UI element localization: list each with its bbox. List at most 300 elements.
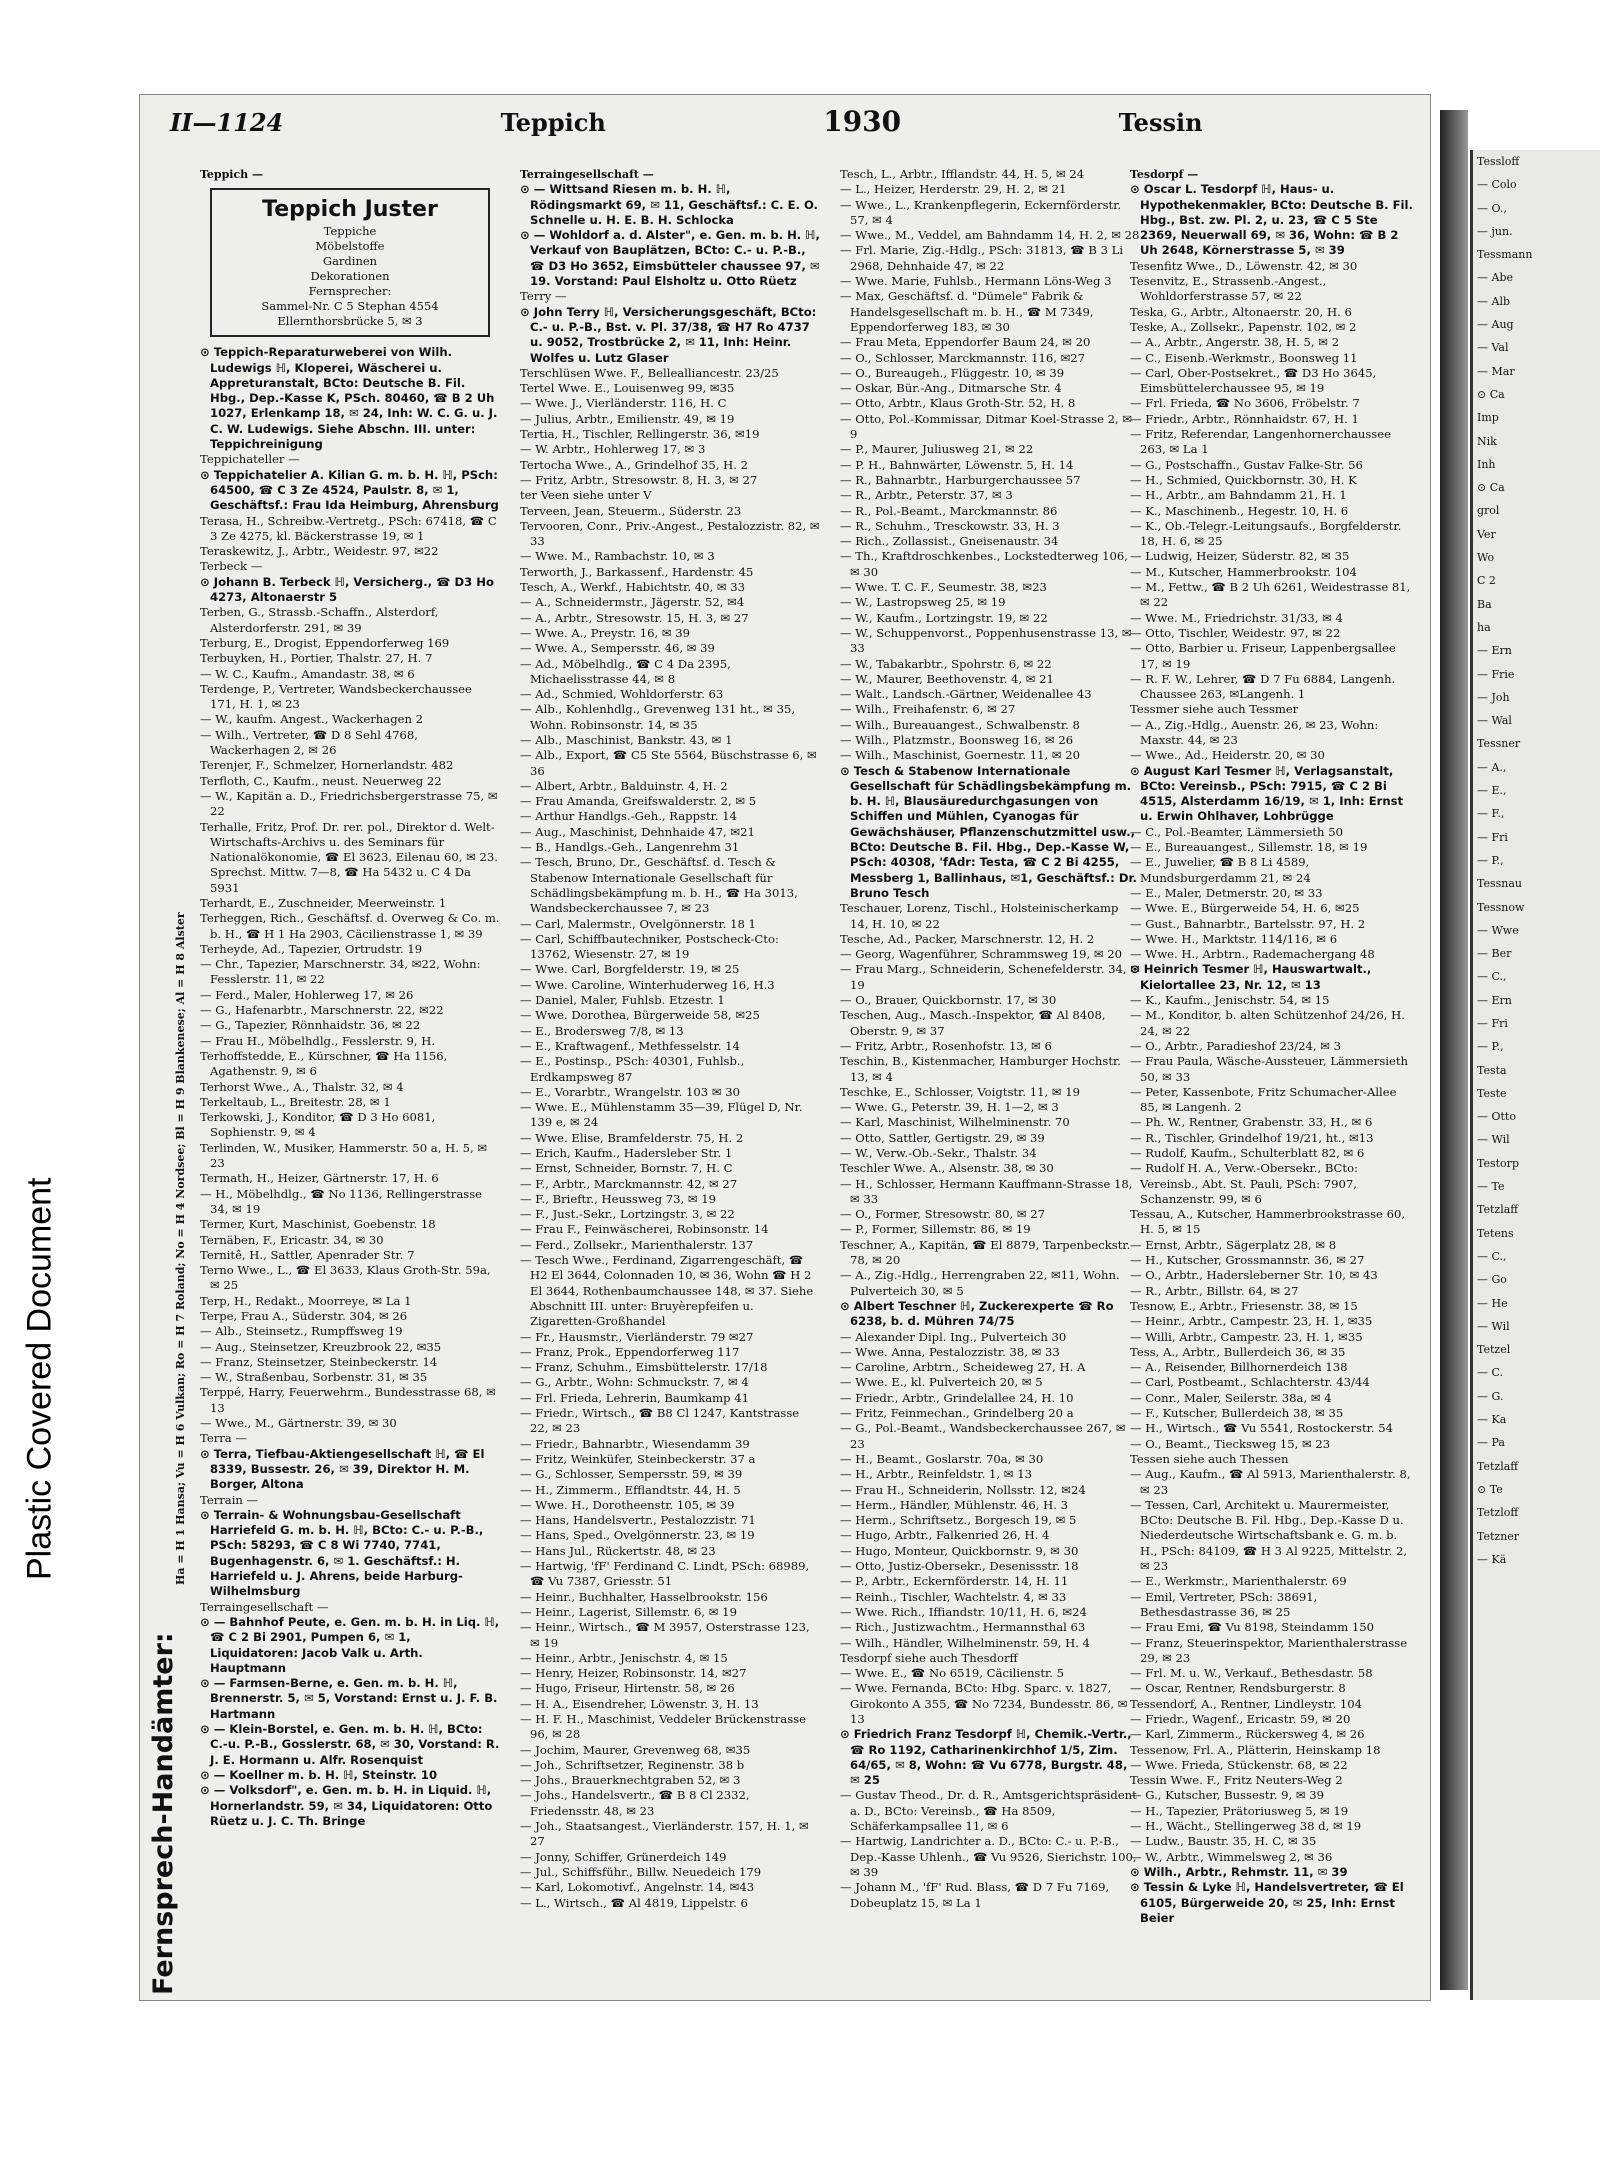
directory-entry: — Emil, Vertreter, PSch: 38691, Bethesdastrasse 36, ✉ 25 bbox=[1130, 1589, 1318, 1619]
fragment-line: — Fri bbox=[1477, 1016, 1508, 1030]
directory-entry: — Karl, Maschinist, Wilhelminenstr. 70 bbox=[840, 1115, 1070, 1130]
directory-entry: — W., Kapitän a. D., Friedrichsbergerstrasse 75, ✉ 22 bbox=[200, 788, 498, 819]
page-gutter bbox=[1440, 110, 1468, 1990]
header-right-word: Tessin bbox=[1118, 108, 1203, 137]
directory-entry: — Th., Kraftdroschkenbes., Lockstedterweg 106, ✉ 30 bbox=[840, 549, 1128, 579]
directory-entry: Tesch, A., Werkf., Habichtstr. 40, ✉ 33 bbox=[520, 580, 746, 595]
directory-entry: Terkowski, J., Konditor, ☎ D 3 Ho 6081, Sophienstr. 9, ✉ 4 bbox=[200, 1110, 436, 1140]
directory-entry: Tessin Wwe. F., Fritz Neuters-Weg 2 bbox=[1130, 1773, 1343, 1788]
directory-entry: — Walt., Landsch.-Gärtner, Weidenallee 43 bbox=[840, 687, 1092, 702]
column-head: Tesdorpf — bbox=[1130, 168, 1199, 181]
directory-entry: — Caroline, Arbtrn., Scheideweg 27, H. A bbox=[840, 1360, 1086, 1375]
column-2 bbox=[520, 167, 820, 1987]
directory-entry: — G., Arbtr., Wohn: Schmuckstr. 7, ✉ 4 bbox=[520, 1375, 749, 1390]
directory-entry: — H., Tapezier, Prätoriusweg 5, ✉ 19 bbox=[1130, 1803, 1349, 1818]
directory-entry: — Wwe. Fernanda, BCto: Hbg. Sparc. v. 1827, Girokonto A 355, ☎ No 7234, Bundesstr. 86, ✉ 13 bbox=[840, 1681, 1128, 1726]
directory-entry: ⊙ — Klein-Borstel, e. Gen. m. b. H. ℍ, BCto: C.-u. P.-B., Gosslerstr. 68, ✉ 30, Vorstand: R. J. E. Hormann u. Alfr. Rosenquist bbox=[200, 1722, 500, 1767]
fragment-line: Wo bbox=[1477, 551, 1495, 565]
ad-line: Teppiche bbox=[323, 224, 377, 239]
fragment-line: — Ber bbox=[1477, 947, 1512, 961]
directory-entry: — Wwe., L., Krankenpflegerin, Eckernförderstr. 57, ✉ 4 bbox=[840, 197, 1122, 227]
directory-entry: — G., Tapezier, Rönnhaidstr. 36, ✉ 22 bbox=[200, 1018, 421, 1033]
directory-entry: Tess, A., Arbtr., Bullerdeich 36, ✉ 35 bbox=[1130, 1344, 1346, 1359]
directory-entry: Tesch, L., Arbtr., Ifflandstr. 44, H. 5, ✉ 24 bbox=[840, 167, 1085, 181]
directory-entry: — Tesch Wwe., Ferdinand, Zigarrengeschäft, ☎ H2 El 3644, Colonnaden 10, ✉ 36, Wohn ☎ H 2 El 3644, Rothenbaumchaussee 148, ✉ 37. Siehe Abschnitt III. unter: Bruyèrepfeifen u. Zigaretten-Großhandel bbox=[520, 1253, 814, 1329]
directory-entry: — Frl. Frieda, ☎ No 3606, Fröbelstr. 7 bbox=[1130, 396, 1360, 411]
directory-entry: Terben, G., Strassb.-Schaffn., Alsterdorf, Alsterdorferstr. 291, ✉ 39 bbox=[200, 605, 439, 635]
directory-entry: — H., Beamt., Goslarstr. 70a, ✉ 30 bbox=[840, 1451, 1044, 1466]
facing-page-list bbox=[1473, 150, 1600, 1571]
directory-entry: — Daniel, Maler, Fuhlsb. Etzestr. 1 bbox=[520, 993, 725, 1008]
directory-entry: — Tesch, Bruno, Dr., Geschäftsf. d. Tesch & Stabenow Internationale Gesellschaft für Schädlingsbekämpfung m. b. H., ☎ Ha 3013, Wandsbeckerchaussee 7, ✉ 23 bbox=[520, 855, 798, 916]
directory-entry: Tertocha Wwe., A., Grindelhof 35, H. 2 bbox=[520, 457, 748, 472]
directory-entry: — Frau Emi, ☎ Vu 8198, Steindamm 150 bbox=[1130, 1620, 1375, 1635]
directory-entry: Tesdorpf siehe auch Thesdorff bbox=[840, 1650, 1018, 1665]
directory-entry: — M., Konditor, b. alten Schützenhof 24/26, H. 24, ✉ 22 bbox=[1130, 1008, 1405, 1038]
directory-entry: — W., Maurer, Beethovenstr. 4, ✉ 21 bbox=[840, 671, 1054, 686]
directory-entry: Tertia, H., Tischler, Rellingerstr. 36, ✉19 bbox=[520, 427, 760, 442]
ad-line: Möbelstoffe bbox=[315, 239, 385, 254]
ad-line: Dekorationen bbox=[310, 269, 390, 284]
fragment-line: Tessner bbox=[1477, 737, 1521, 751]
directory-entry: — Wwe. E., kl. Pulverteich 20, ✉ 5 bbox=[840, 1375, 1043, 1390]
advertisement-box bbox=[210, 188, 490, 337]
directory-entry: — Alb., Steinsetz., Rumpffsweg 19 bbox=[200, 1324, 403, 1339]
directory-entry: — E., Maler, Detmerstr. 20, ✉ 33 bbox=[1130, 885, 1323, 900]
directory-entry: — H. F. H., Maschinist, Veddeler Brückenstrasse 96, ✉ 28 bbox=[520, 1711, 806, 1742]
directory-entry: — Hartwig, Landrichter a. D., BCto: C.- u. P.-B., Dep.-Kasse Uhlenh., ☎ Vu 9526, Sierichstr. 100, ✉ 39 bbox=[840, 1834, 1137, 1879]
directory-entry: — Wwe. J., Vierländerstr. 116, H. C bbox=[520, 396, 727, 411]
directory-entry: — Wwe. Rich., Iffiandstr. 10/11, H. 6, ✉24 bbox=[840, 1604, 1087, 1619]
fragment-line: Inh bbox=[1477, 457, 1496, 471]
directory-entry: — Wilh., Händler, Wilhelminenstr. 59, H. 4 bbox=[840, 1635, 1090, 1650]
directory-entry: — A., Zig.-Hdlg., Herrengraben 22, ✉11, Wohn. Pulverteich 30, ✉ 5 bbox=[840, 1268, 1120, 1298]
directory-entry: ⊙ Teppichatelier A. Kilian G. m. b. H. ℍ, PSch: 64500, ☎ C 3 Ze 4524, Paulstr. 8, ✉ 1, Geschäftsf.: Frau Ida Heimburg, Ahrensburg bbox=[200, 467, 499, 513]
directory-entry: — Albert, Arbtr., Balduinstr. 4, H. 2 bbox=[520, 778, 728, 793]
directory-entry: — P., Former, Sillemstr. 86, ✉ 19 bbox=[840, 1222, 1031, 1237]
fragment-line: Tetzlaff bbox=[1477, 1459, 1519, 1473]
directory-entry: — A., Schneidermstr., Jägerstr. 52, ✉4 bbox=[520, 595, 745, 610]
fragment-line: — Ern bbox=[1477, 993, 1512, 1007]
directory-entry: — Ludwig, Heizer, Süderstr. 82, ✉ 35 bbox=[1130, 549, 1350, 564]
directory-entry: — P. H., Bahnwärter, Löwenstr. 5, H. 14 bbox=[840, 457, 1074, 472]
directory-entry: — Herm., Händler, Mühlenstr. 46, H. 3 bbox=[840, 1497, 1069, 1512]
directory-entry: — Johs., Brauerknechtgraben 52, ✉ 3 bbox=[520, 1773, 741, 1788]
directory-entry: — Johs., Handelsvertr., ☎ B 8 Cl 2332, Friedensstr. 48, ✉ 23 bbox=[520, 1788, 750, 1818]
directory-entry: — Alb., Maschinist, Bankstr. 43, ✉ 1 bbox=[520, 732, 733, 747]
fragment-line: — Wil bbox=[1477, 1319, 1510, 1333]
directory-entry: — Joh., Staatsangest., Vierländerstr. 157, H. 1, ✉ 27 bbox=[520, 1819, 809, 1849]
directory-entry: — Julius, Arbtr., Emilienstr. 49, ✉ 19 bbox=[520, 411, 735, 426]
directory-entry: — A., Arbtr., Stresowstr. 15, H. 3, ✉ 27 bbox=[520, 610, 749, 625]
directory-entry: ⊙ Wilh., Arbtr., Rehmstr. 11, ✉ 39 bbox=[1130, 1864, 1348, 1879]
fragment-line: Ba bbox=[1477, 597, 1492, 611]
directory-entry: ter Veen siehe unter V bbox=[520, 488, 652, 503]
directory-entry: — Hans, Handelsvertr., Pestalozzistr. 71 bbox=[520, 1513, 756, 1528]
directory-entry: — O., Arbtr., Paradieshof 23/24, ✉ 3 bbox=[1130, 1038, 1342, 1053]
directory-entry: — Wwe. E., ☎ No 6519, Cäcilienstr. 5 bbox=[840, 1666, 1065, 1681]
ad-title: Teppich Juster bbox=[262, 197, 438, 223]
fragment-line: Tessmann bbox=[1477, 248, 1533, 262]
directory-entry: — H., Möbelhdlg., ☎ No 1136, Rellingerstrasse 34, ✉ 19 bbox=[200, 1186, 483, 1216]
directory-entry: ⊙ Terra, Tiefbau-Aktiengesellschaft ℍ, ☎ El 8339, Bussestr. 26, ✉ 39, Direktor H. M. Borger, Altona bbox=[200, 1446, 485, 1492]
directory-entry: — R., Bahnarbtr., Harburgerchaussee 57 bbox=[840, 472, 1081, 487]
directory-entry: — Ad., Schmied, Wohldorferstr. 63 bbox=[520, 687, 724, 702]
directory-page bbox=[140, 95, 1430, 2000]
directory-entry: — Rudolf, Kaufm., Schulterblatt 82, ✉ 6 bbox=[1130, 1146, 1365, 1160]
directory-entry: Tessen siehe auch Thessen bbox=[1130, 1451, 1289, 1466]
directory-entry: — C., Eisenb.-Werkmstr., Boonsweg 11 bbox=[1130, 350, 1358, 365]
directory-entry: — E., Vorarbtr., Wrangelstr. 103 ✉ 30 bbox=[520, 1084, 741, 1099]
directory-entry: — Erich, Kaufm., Hadersleber Str. 1 bbox=[520, 1146, 733, 1160]
directory-entry: — Frau Paula, Wäsche-Aussteuer, Lämmersieth 50, ✉ 33 bbox=[1130, 1054, 1408, 1084]
directory-entry: — Alexander Dipl. Ing., Pulverteich 30 bbox=[840, 1329, 1067, 1344]
directory-entry: — Heinr., Lagerist, Sillemstr. 6, ✉ 19 bbox=[520, 1604, 737, 1619]
directory-entry: — Franz, Prok., Eppendorferweg 117 bbox=[520, 1344, 740, 1359]
directory-entry: — Wilh., Bureauangest., Schwalbenstr. 8 bbox=[840, 717, 1080, 732]
fragment-line: — Alb bbox=[1477, 294, 1510, 308]
fragment-line: — P., bbox=[1477, 1040, 1504, 1054]
directory-entry: Tessmer siehe auch Tessmer bbox=[1130, 702, 1299, 717]
directory-entry: Terenjer, F., Schmelzer, Hornerlandstr. 482 bbox=[200, 758, 454, 773]
directory-entry: — Frau Marg., Schneiderin, Schenefelderstr. 34, ✉ 19 bbox=[840, 962, 1140, 992]
directory-entry: ⊙ Terrain- & Wohnungsbau-Gesellschaft Harriefeld G. m. b. H. ℍ, BCto: C.- u. P.-B., PSch: 58293, ☎ C 8 Wi 7740, 7741, Bugenhagenstr. 6, ✉ 1. Geschäftsf.: H. Harriefeld u. J. Ahrens, beide Harburg-Wilhelmsburg bbox=[200, 1507, 484, 1599]
directory-entry: — Wwe. Caroline, Winterhuderweg 16, H.3 bbox=[520, 977, 775, 992]
fragment-line: — Go bbox=[1477, 1273, 1507, 1287]
facing-page-fragment bbox=[1470, 150, 1600, 2000]
directory-entry: — Frau H., Möbelhdlg., Fesslerstr. 9, H. bbox=[200, 1033, 436, 1048]
directory-entry: Terbuyken, H., Portier, Thalstr. 27, H. 7 bbox=[200, 651, 433, 666]
fragment-line: — G. bbox=[1477, 1389, 1504, 1403]
directory-entry: — Heinr., Buchhalter, Hasselbrookstr. 156 bbox=[520, 1589, 768, 1604]
fragment-line: — jun. bbox=[1477, 224, 1513, 238]
directory-entry: ⊙ August Karl Tesmer ℍ, Verlagsanstalt, BCto: Vereinsb., PSch: 7915, ☎ C 2 Bi 4515, Alsterdamm 16/19, ✉ 1, Inh: Ernst u. Erwin Ohlhaver, Lohbrügge bbox=[1130, 763, 1404, 824]
directory-entry: Terveen, Jean, Steuerm., Süderstr. 23 bbox=[520, 503, 742, 518]
directory-entry: — Rich., Zollassist., Gneisenaustr. 34 bbox=[840, 534, 1059, 549]
directory-entry: — Aug., Steinsetzer, Kreuzbrook 22, ✉35 bbox=[200, 1339, 442, 1354]
directory-entry: Termer, Kurt, Maschinist, Goebenstr. 18 bbox=[200, 1217, 436, 1232]
directory-entry: — Conr., Maler, Seilerstr. 38a, ✉ 4 bbox=[1130, 1390, 1332, 1405]
directory-entry: — Reinh., Tischler, Wachtelstr. 4, ✉ 33 bbox=[840, 1589, 1067, 1604]
directory-entry: — O., Brauer, Quickbornstr. 17, ✉ 30 bbox=[840, 993, 1057, 1008]
directory-entry: — W., Schuppenvorst., Poppenhusenstrasse 13, ✉ 33 bbox=[840, 625, 1132, 656]
directory-entry: — Karl, Zimmerm., Rückersweg 4, ✉ 26 bbox=[1130, 1727, 1365, 1742]
fragment-line: — Colo bbox=[1477, 178, 1517, 192]
fragment-line: ha bbox=[1477, 620, 1491, 634]
directory-entry: Teschke, E., Schlosser, Voigtstr. 11, ✉ 19 bbox=[840, 1084, 1080, 1099]
directory-entry: — H., Zimmerm., Efflandtstr. 44, H. 5 bbox=[520, 1482, 741, 1497]
directory-entry: — Wwe. Dorothea, Bürgerweide 58, ✉25 bbox=[520, 1008, 760, 1023]
directory-entry: — Wwe. Marie, Fuhlsb., Hermann Löns-Weg 3 bbox=[840, 274, 1112, 289]
fragment-line: — C., bbox=[1477, 1249, 1507, 1263]
directory-entry: Terworth, J., Barkassenf., Hardenstr. 45 bbox=[520, 564, 754, 579]
directory-entry: — Friedr., Arbtr., Grindelallee 24, H. 10 bbox=[840, 1390, 1074, 1405]
directory-entry: — Otto, Barbier u. Friseur, Lappenbergsallee 17, ✉ 19 bbox=[1130, 641, 1396, 671]
directory-entry: — Ludw., Baustr. 35, H. C, ✉ 35 bbox=[1130, 1834, 1317, 1849]
directory-entry: — Otto, Arbtr., Klaus Groth-Str. 52, H. 8 bbox=[840, 396, 1076, 411]
directory-entry: — R., Pol.-Beamt., Marckmannstr. 86 bbox=[840, 503, 1058, 518]
directory-entry: — Carl, Malermstr., Ovelgönnerstr. 18 1 bbox=[520, 916, 756, 931]
header-left-word: Teppich bbox=[500, 108, 606, 137]
fragment-line: Ver bbox=[1477, 527, 1496, 541]
fragment-line: Imp bbox=[1477, 411, 1499, 425]
directory-entry: — G., Schlosser, Sempersstr. 59, ✉ 39 bbox=[520, 1467, 743, 1482]
fragment-line: — Ern bbox=[1477, 644, 1512, 658]
directory-entry: — Jul., Schiffsführ., Billw. Neuedeich 179 bbox=[520, 1864, 762, 1879]
directory-entry: — Carl, Schiffbautechniker, Postscheck-Cto: 13762, Wiesenstr. 27, ✉ 19 bbox=[520, 931, 779, 962]
directory-entry: — Wilh., Platzmstr., Boonsweg 16, ✉ 26 bbox=[840, 732, 1074, 747]
fragment-line: Teste bbox=[1477, 1086, 1507, 1100]
directory-entry: — P., Maurer, Juliusweg 21, ✉ 22 bbox=[840, 442, 1034, 457]
directory-entry: Terp, H., Redakt., Moorreye, ✉ La 1 bbox=[200, 1293, 412, 1308]
directory-entry: — H., Arbtr., am Bahndamm 21, H. 1 bbox=[1130, 488, 1347, 503]
fragment-line: — E., bbox=[1477, 784, 1507, 798]
column-head: Terraingesellschaft — bbox=[520, 168, 654, 181]
directory-entry: — Tessen, Carl, Architekt u. Maurermeister, BCto: Deutsche B. Fil. Hbg., Dep.-Kasse D u. Niederdeutsche Wirtschaftsbank e. G. m. b. H., PSch: 84109, ☎ H 3 Al 9225, Mittelstr. 2, ✉ 23 bbox=[1130, 1497, 1408, 1574]
directory-entry: ⊙ Oscar L. Tesdorpf ℍ, Haus- u. Hypothekenmakler, BCto: Deutsche B. Fil. Hbg., Bst. zw. Pl. 2, u. 23, ☎ C 5 Ste 2369, Neuerwall 69, ✉ 36, Wohn: ☎ B 2 Uh 2648, Körnerstrasse 5, ✉ 39 bbox=[1130, 182, 1413, 258]
directory-entry: Terhoffstedde, E., Kürschner, ☎ Ha 1156, Agathenstr. 9, ✉ 6 bbox=[200, 1048, 448, 1079]
ad-line: Sammel-Nr. C 5 Stephan 4554 bbox=[261, 299, 439, 314]
fragment-line: Tessnau bbox=[1477, 877, 1523, 891]
directory-entry: — H., Wächt., Stellingerweg 38 d, ✉ 19 bbox=[1130, 1819, 1362, 1834]
directory-entry: — Friedr., Arbtr., Rönnhaidstr. 67, H. 1 bbox=[1130, 411, 1359, 426]
directory-entry: — Ernst, Arbtr., Sägerplatz 28, ✉ 8 bbox=[1130, 1237, 1337, 1252]
directory-entry: ⊙ — Volksdorf", e. Gen. m. b. H. in Liquid. ℍ, Hornerlandstr. 59, ✉ 34, Liquidatoren: Otto Rüetz u. J. C. Th. Bringe bbox=[200, 1783, 493, 1828]
directory-entry: — Frau Amanda, Greifswalderstr. 2, ✉ 5 bbox=[520, 794, 757, 809]
directory-entry: — W., kaufm. Angest., Wackerhagen 2 bbox=[200, 712, 424, 727]
directory-entry: — Gust., Bahnarbtr., Bartelsstr. 97, H. 2 bbox=[1130, 916, 1366, 931]
directory-entry: ⊙ Tesch & Stabenow Internationale Gesellschaft für Schädlingsbekämpfung m. b. H. ℍ, Blausäuredurchgasungen von Schiffen und Mühlen, Cyanogas für Gewächshäuser, Pflanzenschutzmittel usw., BCto: Deutsche B. Fil. Hbg., Dep.-Kasse W, PSch: 40308, 'fAdr: Testa, ☎ C 2 Bi 4255, Messberg 1, Ballinhaus, ✉1, Geschäftsf.: Dr. Bruno Tesch bbox=[840, 763, 1137, 900]
directory-entry: — W. C., Kaufm., Amandastr. 38, ✉ 6 bbox=[200, 666, 415, 681]
directory-entry: — Oskar, Bür.-Ang., Ditmarsche Str. 4 bbox=[840, 381, 1062, 396]
directory-entry: ⊙ Teppich-Reparaturweberei von Wilh. Ludewigs ℍ, Kloperei, Wäscherei u. Appreturanstalt, BCto: Deutsche B. Fil. Hbg., Dep.-Kasse K, PSch. 80460, ☎ B 2 Uh 1027, Erlenkamp 18, ✉ 24, Inh: W. C. G. u. J. C. W. Ludewigs. Siehe Abschn. III. unter: Teppichreinigung bbox=[200, 345, 498, 452]
directory-entry: — Friedr., Wirtsch., ☎ B8 Cl 1247, Kantstrasse 22, ✉ 23 bbox=[520, 1406, 800, 1436]
page-number: II—1124 bbox=[170, 108, 284, 137]
directory-entry: — Wwe. E., Bürgerweide 54, H. 6, ✉25 bbox=[1130, 901, 1360, 916]
directory-entry: — Frl. Marie, Zig.-Hdlg., PSch: 31813, ☎ B 3 Li 2968, Dehnhaide 47, ✉ 22 bbox=[840, 243, 1124, 273]
directory-entry: — R., Arbtr., Billstr. 64, ✉ 27 bbox=[1130, 1283, 1299, 1298]
directory-entry: — Wwe. Anna, Pestalozzistr. 38, ✉ 33 bbox=[840, 1344, 1060, 1359]
ad-line: Fernsprecher: bbox=[308, 284, 392, 299]
directory-entry: Terschlüsen Wwe. F., Bellealliancestr. 23/25 bbox=[520, 365, 779, 380]
directory-entry: — Wwe. E., Mühlenstamm 35—39, Flügel D, Nr. 139 e, ✉ 24 bbox=[520, 1100, 803, 1130]
fragment-line: — Abe bbox=[1477, 271, 1513, 285]
directory-entry: — C., Pol.-Beamter, Lämmersieth 50 bbox=[1130, 824, 1343, 839]
fragment-line: — Te bbox=[1477, 1180, 1505, 1194]
page-header bbox=[170, 105, 1420, 145]
directory-entry: Terlinden, W., Musiker, Hammerstr. 50 a, H. 5, ✉ 23 bbox=[200, 1140, 488, 1171]
directory-entry: Teppichateller — bbox=[200, 452, 300, 467]
directory-entry: — Frl. Frieda, Lehrerin, Baumkamp 41 bbox=[520, 1390, 750, 1405]
directory-entry: — Wwe., M., Veddel, am Bahndamm 14, H. 2, ✉ 28 bbox=[840, 228, 1140, 243]
directory-entry: Teschauer, Lorenz, Tischl., Holsteinischerkamp 14, H. 10, ✉ 22 bbox=[840, 901, 1119, 931]
directory-entry: Teske, A., Zollsekr., Papenstr. 102, ✉ 2 bbox=[1130, 319, 1357, 334]
directory-entry: — Karl, Lokomotivf., Angelnstr. 14, ✉43 bbox=[520, 1880, 755, 1895]
directory-entry: — Alb., Export, ☎ C5 Ste 5564, Büschstrasse 6, ✉ 36 bbox=[520, 748, 817, 778]
fragment-line: — O., bbox=[1477, 201, 1507, 215]
directory-entry: Teschner, A., Kapitän, ☎ El 8879, Tarpenbeckstr. 78, ✉ 20 bbox=[840, 1237, 1131, 1268]
directory-entry: Terburg, E., Drogist, Eppendorferweg 169 bbox=[200, 635, 450, 650]
column-3 bbox=[840, 167, 1140, 1987]
directory-entry: — Rich., Justizwachtm., Hermannsthal 63 bbox=[840, 1620, 1086, 1635]
directory-entry: — E., Bureauangest., Sillemstr. 18, ✉ 19 bbox=[1130, 840, 1368, 855]
directory-entry: — Wwe. M., Rambachstr. 10, ✉ 3 bbox=[520, 549, 715, 564]
directory-entry: — Max, Geschäftsf. d. "Dümele" Fabrik & Handelsgesellschaft m. b. H., ☎ M 7349, Eppendorferweg 183, ✉ 30 bbox=[840, 289, 1094, 334]
directory-entry: Tessenow, Frl. A., Plätterin, Heinskamp 18 bbox=[1130, 1742, 1381, 1757]
directory-entry: — Chr., Tapezier, Marschnerstr. 34, ✉22, Wohn: Fesslerstr. 11, ✉ 22 bbox=[200, 957, 481, 987]
ad-line: Gardinen bbox=[322, 254, 378, 269]
directory-entry: Termath, H., Heizer, Gärtnerstr. 17, H. 6 bbox=[200, 1171, 439, 1186]
directory-entry: — Wwe. G., Peterstr. 39, H. 1—2, ✉ 3 bbox=[840, 1100, 1059, 1115]
directory-entry: — K., Maschinenb., Hegestr. 10, H. 6 bbox=[1130, 503, 1349, 518]
directory-entry: — Hans Jul., Rückertstr. 48, ✉ 23 bbox=[520, 1543, 716, 1558]
fragment-line: ⊙ Ca bbox=[1477, 481, 1505, 495]
directory-entry: — Heinr., Arbtr., Campestr. 23, H. 1, ✉35 bbox=[1130, 1314, 1373, 1329]
directory-entry: — Oscar, Rentner, Rendsburgerstr. 8 bbox=[1130, 1681, 1346, 1696]
directory-entry: — H., Kutscher, Grossmannstr. 36, ✉ 27 bbox=[1130, 1253, 1365, 1268]
directory-entry: — W., Lastropsweg 25, ✉ 19 bbox=[840, 595, 1006, 610]
directory-entry: — H., Arbtr., Reinfeldstr. 1, ✉ 13 bbox=[840, 1467, 1032, 1482]
directory-entry: Teschen, Aug., Masch.-Inspektor, ☎ Al 8408, Oberstr. 9, ✉ 37 bbox=[840, 1008, 1106, 1038]
directory-entry: Tesenfitz Wwe., D., Löwenstr. 42, ✉ 30 bbox=[1130, 258, 1358, 273]
directory-entry: — Franz, Steinsetzer, Steinbeckerstr. 14 bbox=[200, 1354, 438, 1369]
fragment-line: — C. bbox=[1477, 1366, 1504, 1380]
directory-entry: — K., Kaufm., Jenischstr. 54, ✉ 15 bbox=[1130, 993, 1330, 1008]
fragment-line: — Wal bbox=[1477, 714, 1512, 728]
directory-entry: — A., Zig.-Hdlg., Auenstr. 26, ✉ 23, Wohn: Maxstr. 44, ✉ 23 bbox=[1130, 717, 1379, 747]
directory-entry: — Jonny, Schiffer, Grünerdeich 149 bbox=[520, 1849, 727, 1864]
fragment-line: Testa bbox=[1477, 1063, 1507, 1077]
directory-entry: — Herm., Schriftsetz., Borgesch 19, ✉ 5 bbox=[840, 1513, 1077, 1528]
directory-entry: — Wilh., Freihafenstr. 6, ✉ 27 bbox=[840, 702, 1016, 717]
directory-entry: Tervooren, Conr., Priv.-Angest., Pestalozzistr. 82, ✉ 33 bbox=[520, 518, 820, 549]
directory-entry: — Wwe. A., Sempersstr. 46, ✉ 39 bbox=[520, 641, 715, 656]
directory-entry: Ternitê, H., Sattler, Apenrader Str. 7 bbox=[200, 1247, 415, 1262]
directory-entry: — G., Pol.-Beamt., Wandsbeckerchaussee 267, ✉ 23 bbox=[840, 1421, 1126, 1451]
directory-entry: — Johann M., 'fF' Rud. Blass, ☎ D 7 Fu 7169, Dobeuplatz 15, ✉ La 1 bbox=[840, 1880, 1110, 1910]
directory-entry: — H., Schmied, Quickbornstr. 30, H. K bbox=[1130, 472, 1357, 487]
directory-entry: — F., Just.-Sekr., Lortzingstr. 3, ✉ 22 bbox=[520, 1207, 735, 1222]
directory-entry: — Wwe. Carl, Borgfelderstr. 19, ✉ 25 bbox=[520, 962, 740, 977]
directory-entry: — Henry, Heizer, Robinsonstr. 14, ✉27 bbox=[520, 1666, 747, 1681]
directory-entry: Terdenge, P., Vertreter, Wandsbeckerchaussee 171, H. 1, ✉ 23 bbox=[200, 681, 472, 712]
directory-entry: — Otto, Justiz-Obersekr., Desenissstr. 18 bbox=[840, 1559, 1079, 1574]
directory-entry: — W., Kaufm., Lortzingstr. 19, ✉ 22 bbox=[840, 610, 1048, 625]
directory-entry: — K., Ob.-Telegr.-Leitungsaufs., Borgfelderstr. 18, H. 6, ✉ 25 bbox=[1130, 518, 1402, 549]
directory-entry: — M., Fettw., ☎ B 2 Uh 6261, Weidestrasse 81, ✉ 22 bbox=[1130, 580, 1411, 610]
directory-entry: Tesche, Ad., Packer, Marschnerstr. 12, H. 2 bbox=[840, 931, 1095, 946]
directory-entry: — Wwe. Elise, Bramfelderstr. 75, H. 2 bbox=[520, 1130, 744, 1145]
directory-entry: — A., Arbtr., Angerstr. 38, H. 5, ✉ 2 bbox=[1130, 335, 1340, 350]
fragment-line: Tessnow bbox=[1477, 900, 1525, 914]
directory-entry: Terheyde, Ad., Tapezier, Ortrudstr. 19 bbox=[200, 941, 423, 956]
directory-entry: — R., Schuhm., Tresckowstr. 33, H. 3 bbox=[840, 518, 1060, 533]
directory-entry: — Ernst, Schneider, Bornstr. 7, H. C bbox=[520, 1161, 733, 1176]
directory-entry: ⊙ John Terry ℍ, Versicherungsgeschäft, BCto: C.- u. P.-B., Bst. v. Pl. 37/38, ☎ H7 Ro 4737 u. 9052, Trostbrücke 2, ✉ 11, Inh: Heinr. Wolfes u. Lutz Glaser bbox=[520, 304, 817, 365]
directory-entry: — Friedr., Wagenf., Ericastr. 59, ✉ 20 bbox=[1130, 1711, 1351, 1726]
directory-entry: — R., Tischler, Grindelhof 19/21, ht., ✉13 bbox=[1130, 1130, 1374, 1145]
directory-entry: — E., Postinsp., PSch: 40301, Fuhlsb., Erdkampsweg 87 bbox=[520, 1054, 745, 1084]
directory-entry: — W., Arbtr., Wimmelsweg 2, ✉ 36 bbox=[1130, 1849, 1333, 1864]
fragment-line: — A., bbox=[1477, 760, 1507, 774]
directory-entry: — W., Tabakarbtr., Spohrstr. 6, ✉ 22 bbox=[840, 656, 1052, 671]
directory-entry: — Wwe. A., Preystr. 16, ✉ 39 bbox=[520, 625, 691, 640]
fragment-line: Tetens bbox=[1477, 1226, 1514, 1240]
fragment-line: Testorp bbox=[1477, 1156, 1519, 1170]
directory-entry: Teschler Wwe. A., Alsenstr. 38, ✉ 30 bbox=[840, 1161, 1054, 1176]
column-1 bbox=[200, 167, 500, 1987]
directory-entry: — B., Handlgs.-Geh., Langenrehm 31 bbox=[520, 840, 740, 855]
directory-entry: — Fritz, Arbtr., Stresowstr. 8, H. 3, ✉ 27 bbox=[520, 472, 758, 487]
directory-entry: — E., Juwelier, ☎ B 8 Li 4589, Mundsburgerdamm 21, ✉ 24 bbox=[1130, 855, 1311, 885]
directory-entry: — R. F. W., Lehrer, ☎ D 7 Fu 6884, Langenh. Chaussee 263, ✉Langenh. 1 bbox=[1130, 671, 1396, 702]
directory-entry: Terry — bbox=[520, 289, 567, 304]
directory-entry: — W., Verw.-Ob.-Sekr., Thalstr. 34 bbox=[840, 1146, 1037, 1160]
directory-entry: — O., Former, Stresowstr. 80, ✉ 27 bbox=[840, 1207, 1045, 1222]
entry-list bbox=[200, 345, 500, 1829]
directory-entry: — A., Reisender, Billhornerdeich 138 bbox=[1130, 1360, 1348, 1375]
directory-entry: — Wwe. H., Dorotheenstr. 105, ✉ 39 bbox=[520, 1497, 735, 1512]
directory-entry: — Gustav Theod., Dr. d. R., Amtsgerichtspräsident a. D., BCto: Vereinsb., ☎ Ha 8509, Schäferkampsallee 11, ✉ 6 bbox=[840, 1788, 1137, 1834]
directory-entry: — Arthur Handlgs.-Geh., Rappstr. 14 bbox=[520, 809, 738, 824]
fragment-line: — P., bbox=[1477, 853, 1504, 867]
directory-entry: — Carl, Postbeamt., Schlachterstr. 43/44 bbox=[1130, 1375, 1370, 1390]
directory-entry: — Ferd., Maler, Hohlerweg 17, ✉ 26 bbox=[200, 987, 414, 1002]
entry-list bbox=[1130, 182, 1415, 1926]
directory-entry: Teska, G., Arbtr., Altonaerstr. 20, H. 6 bbox=[1130, 304, 1352, 319]
directory-entry: Tesenvitz, E., Strassenb.-Angest., Wohldorferstrasse 57, ✉ 22 bbox=[1130, 274, 1327, 304]
directory-entry: ⊙ Heinrich Tesmer ℍ, Hauswartwalt., Kielortallee 23, Nr. 12, ✉ 13 bbox=[1130, 962, 1372, 992]
telephone-exchange-strip bbox=[148, 435, 194, 1995]
column-4 bbox=[1130, 167, 1415, 1987]
directory-entry: ⊙ Friedrich Franz Tesdorpf ℍ, Chemik.-Vertr., ☎ Ro 1192, Catharinenkirchhof 1/5, Zim. 64/65, ✉ 8, Wohn: ☎ Vu 6778, Burgstr. 48, ✉ 25 bbox=[840, 1727, 1132, 1788]
directory-entry: — R., Arbtr., Peterstr. 37, ✉ 3 bbox=[840, 488, 1013, 503]
directory-entry: ⊙ — Farmsen-Berne, e. Gen. m. b. H. ℍ, Brennerstr. 5, ✉ 5, Vorstand: Ernst u. J. F. B. Hartmann bbox=[200, 1676, 498, 1721]
directory-entry: — Hugo, Monteur, Quickbornstr. 9, ✉ 30 bbox=[840, 1543, 1079, 1558]
directory-entry: Terasa, H., Schreibw.-Vertretg., PSch: 67418, ☎ C 3 Ze 4275, kl. Bäckerstrasse 19, ✉ 1 bbox=[200, 513, 497, 543]
directory-entry: — O., Arbtr., Hadersleberner Str. 10, ✉ 43 bbox=[1130, 1268, 1378, 1283]
directory-entry: — Alb., Kohlenhdlg., Grevenweg 131 ht., ✉ 35, Wohn. Robinsonstr. 14, ✉ 35 bbox=[520, 702, 796, 732]
entry-list bbox=[840, 167, 1140, 1911]
directory-entry: — Fritz, Weinküfer, Steinbeckerstr. 37 a bbox=[520, 1451, 756, 1466]
directory-entry: — Joh., Schriftsetzer, Reginenstr. 38 b bbox=[520, 1757, 745, 1772]
directory-entry: — Wwe. H., Marktstr. 114/116, ✉ 6 bbox=[1130, 931, 1338, 946]
directory-entry: — L., Heizer, Herderstr. 29, H. 2, ✉ 21 bbox=[840, 182, 1067, 197]
directory-entry: — Frau H., Schneiderin, Nollsstr. 12, ✉24 bbox=[840, 1482, 1086, 1497]
directory-entry: Terkeltaub, L., Breitestr. 28, ✉ 1 bbox=[200, 1094, 391, 1109]
directory-entry: Teschin, B., Kistenmacher, Hamburger Hochstr. 13, ✉ 4 bbox=[840, 1054, 1121, 1084]
directory-entry: — O., Schlosser, Marckmannstr. 116, ✉27 bbox=[840, 350, 1086, 365]
directory-entry: — Fr., Hausmstr., Vierländerstr. 79 ✉27 bbox=[520, 1329, 754, 1344]
fragment-line: — Kä bbox=[1477, 1552, 1507, 1566]
directory-entry: — Wwe. Frieda, Stückenstr. 68, ✉ 22 bbox=[1130, 1757, 1348, 1772]
ad-lines bbox=[220, 224, 480, 329]
header-year: 1930 bbox=[823, 105, 902, 138]
directory-entry: — Frau F., Feinwäscherei, Robinsonstr. 14 bbox=[520, 1222, 769, 1237]
directory-entry: — H., Schlosser, Hermann Kauffmann-Strasse 18, ✉ 33 bbox=[840, 1176, 1133, 1206]
directory-entry: — H. A., Eisendreher, Löwenstr. 3, H. 13 bbox=[520, 1696, 759, 1711]
directory-entry: — Hugo, Friseur, Hirtenstr. 58, ✉ 26 bbox=[520, 1681, 735, 1696]
directory-entry: — Fritz, Arbtr., Rosenhofstr. 13, ✉ 6 bbox=[840, 1038, 1052, 1053]
directory-entry: ⊙ Johann B. Terbeck ℍ, Versicherg., ☎ D3 Ho 4273, Altonaerstr 5 bbox=[200, 574, 494, 605]
directory-entry: — G., Hafenarbtr., Marschnerstr. 22, ✉22 bbox=[200, 1003, 444, 1018]
directory-entry: — Rudolf H. A., Verw.-Obersekr., BCto: Vereinsb., Abt. St. Pauli, PSch: 7907, Schanzenstr. 99, ✉ 6 bbox=[1130, 1161, 1358, 1206]
fragment-line: Tetzloff bbox=[1477, 1506, 1519, 1520]
fragment-line: — C., bbox=[1477, 970, 1507, 984]
directory-entry: — G., Postschaffn., Gustav Falke-Str. 56 bbox=[1130, 457, 1363, 472]
directory-entry: — Wwe., Ad., Heiderstr. 20, ✉ 30 bbox=[1130, 748, 1325, 763]
directory-entry: ⊙ — Wittsand Riesen m. b. H. ℍ, Rödingsmarkt 69, ✉ 11, Geschäftsf.: C. E. O. Schnelle u. H. E. B. H. Schlocka bbox=[520, 182, 818, 227]
